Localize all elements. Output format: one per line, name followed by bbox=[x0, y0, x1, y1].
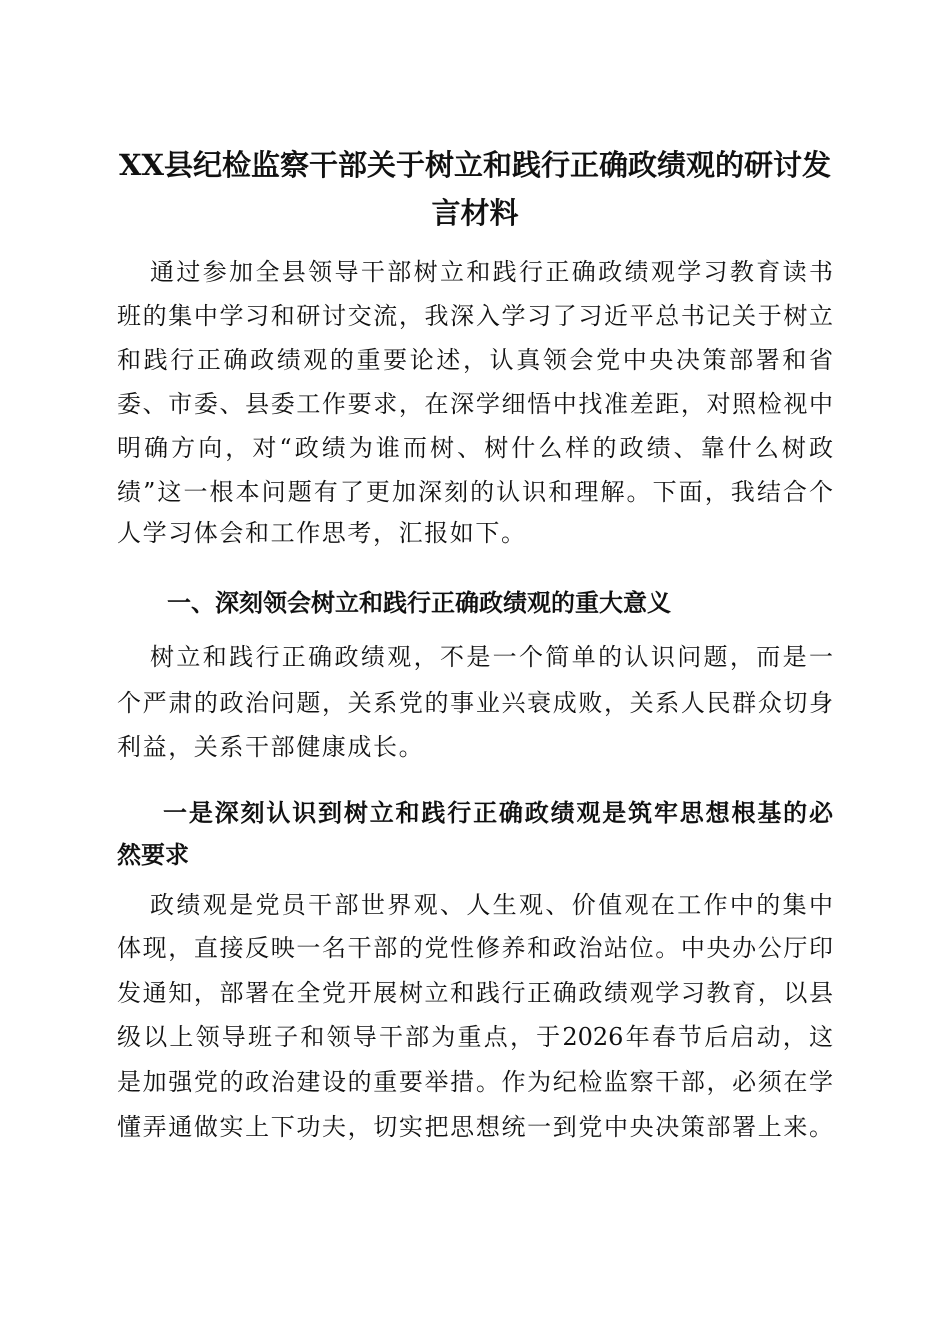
text-line: 然要求 bbox=[117, 840, 189, 869]
text-line: 一是深刻认识到树立和践行正确政绩观是筑牢思想根基的必 bbox=[163, 798, 833, 827]
text-line: 级以上领导班子和领导干部为重点，于2026年春节后启动，这 bbox=[117, 1023, 833, 1051]
text-line: 体现，直接反映一名干部的党性修养和政治站位。中央办公厅印 bbox=[117, 934, 833, 962]
text-line: 班的集中学习和研讨交流，我深入学习了习近平总书记关于树立 bbox=[117, 302, 833, 330]
text-line: 明确方向，对“政绩为谁而树、树什么样的政绩、靠什么树政 bbox=[117, 434, 833, 462]
text-line: 委、市委、县委工作要求，在深学细悟中找准差距，对照检视中 bbox=[117, 390, 833, 418]
text-line: 发通知，部署在全党开展树立和践行正确政绩观学习教育，以县 bbox=[117, 979, 833, 1007]
text-line: 通过参加全县领导干部树立和践行正确政绩观学习教育读书 bbox=[150, 258, 833, 286]
text-line: 懂弄通做实上下功夫，切实把思想统一到党中央决策部署上来。 bbox=[117, 1113, 833, 1141]
text-line: 是加强党的政治建设的重要举措。作为纪检监察干部，必须在学 bbox=[117, 1068, 833, 1096]
text-line: 人学习体会和工作思考，汇报如下。 bbox=[117, 519, 527, 547]
text-line: 个严肃的政治问题，关系党的事业兴衰成败，关系人民群众切身 bbox=[117, 689, 833, 717]
text-line: 绩”这一根本问题有了更加深刻的认识和理解。下面，我结合个 bbox=[117, 478, 833, 506]
text-line: 和践行正确政绩观的重要论述，认真领会党中央决策部署和省 bbox=[117, 346, 833, 374]
text-line: 树立和践行正确政绩观，不是一个简单的认识问题，而是一 bbox=[150, 643, 833, 671]
document-title-line-1: XX县纪检监察干部关于树立和践行正确政绩观的研讨发 bbox=[118, 148, 831, 182]
text-line: 政绩观是党员干部世界观、人生观、价值观在工作中的集中 bbox=[150, 891, 833, 919]
text-line: 利益，关系干部健康成长。 bbox=[117, 733, 425, 761]
section-heading: 一、深刻领会树立和践行正确政绩观的重大意义 bbox=[167, 588, 671, 617]
document-title-line-2: 言材料 bbox=[431, 196, 519, 230]
